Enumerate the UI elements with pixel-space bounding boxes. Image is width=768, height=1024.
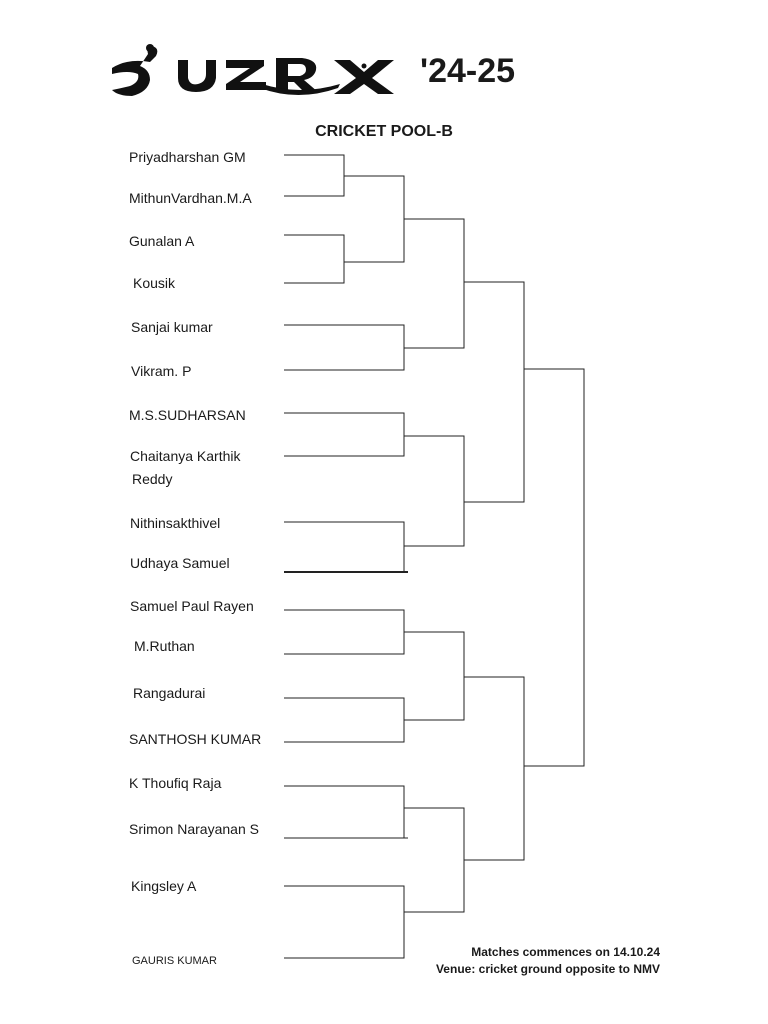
bracket-line	[284, 698, 404, 742]
player-label: Reddy	[132, 471, 173, 487]
player-label: M.S.SUDHARSAN	[129, 407, 246, 423]
player-label: Chaitanya Karthik	[130, 448, 241, 464]
bracket-line	[404, 808, 464, 912]
bracket-line	[404, 436, 464, 546]
bracket-line	[464, 282, 524, 502]
match-date-text: Matches commences on 14.10.24	[471, 945, 660, 959]
venue-text: Venue: cricket ground opposite to NMV	[435, 962, 660, 976]
bracket-line	[284, 325, 404, 370]
player-label: M.Ruthan	[134, 638, 195, 654]
player-label: MithunVardhan.M.A	[129, 190, 252, 206]
bracket-line	[524, 369, 584, 766]
logo-wordmark-icon	[112, 44, 394, 96]
player-label: Rangadurai	[133, 685, 206, 701]
player-label: Kousik	[133, 275, 176, 291]
bracket-line	[464, 677, 524, 860]
bracket-line	[284, 786, 404, 838]
bracket-line	[284, 522, 404, 572]
bracket-lines	[284, 155, 584, 958]
player-label: Gunalan A	[129, 233, 195, 249]
player-label: Udhaya Samuel	[130, 555, 230, 571]
footer-info	[436, 945, 660, 976]
page-title: CRICKET POOL-B	[315, 123, 453, 140]
player-label: Nithinsakthivel	[130, 515, 221, 531]
bracket-line	[284, 155, 344, 196]
player-list	[129, 149, 261, 967]
player-label: Kingsley A	[131, 878, 197, 894]
player-label: Samuel Paul Rayen	[130, 598, 254, 614]
player-label: Sanjai kumar	[131, 319, 213, 335]
player-label: Srimon Narayanan S	[129, 821, 259, 837]
bracket-line	[284, 610, 404, 654]
player-label: K Thoufiq Raja	[129, 775, 222, 791]
bracket-line	[284, 413, 404, 456]
player-label: SANTHOSH KUMAR	[129, 731, 262, 747]
bracket-line	[404, 219, 464, 348]
player-label: Priyadharshan GM	[129, 149, 246, 165]
bracket-line	[344, 176, 404, 262]
event-logo	[112, 44, 515, 96]
bracket-line	[284, 235, 344, 283]
bracket-line	[284, 886, 404, 958]
bracket-line	[404, 632, 464, 720]
logo-year: '24-25	[420, 52, 516, 90]
player-label: GAURIS KUMAR	[132, 955, 217, 967]
player-label: Vikram. P	[131, 363, 192, 379]
